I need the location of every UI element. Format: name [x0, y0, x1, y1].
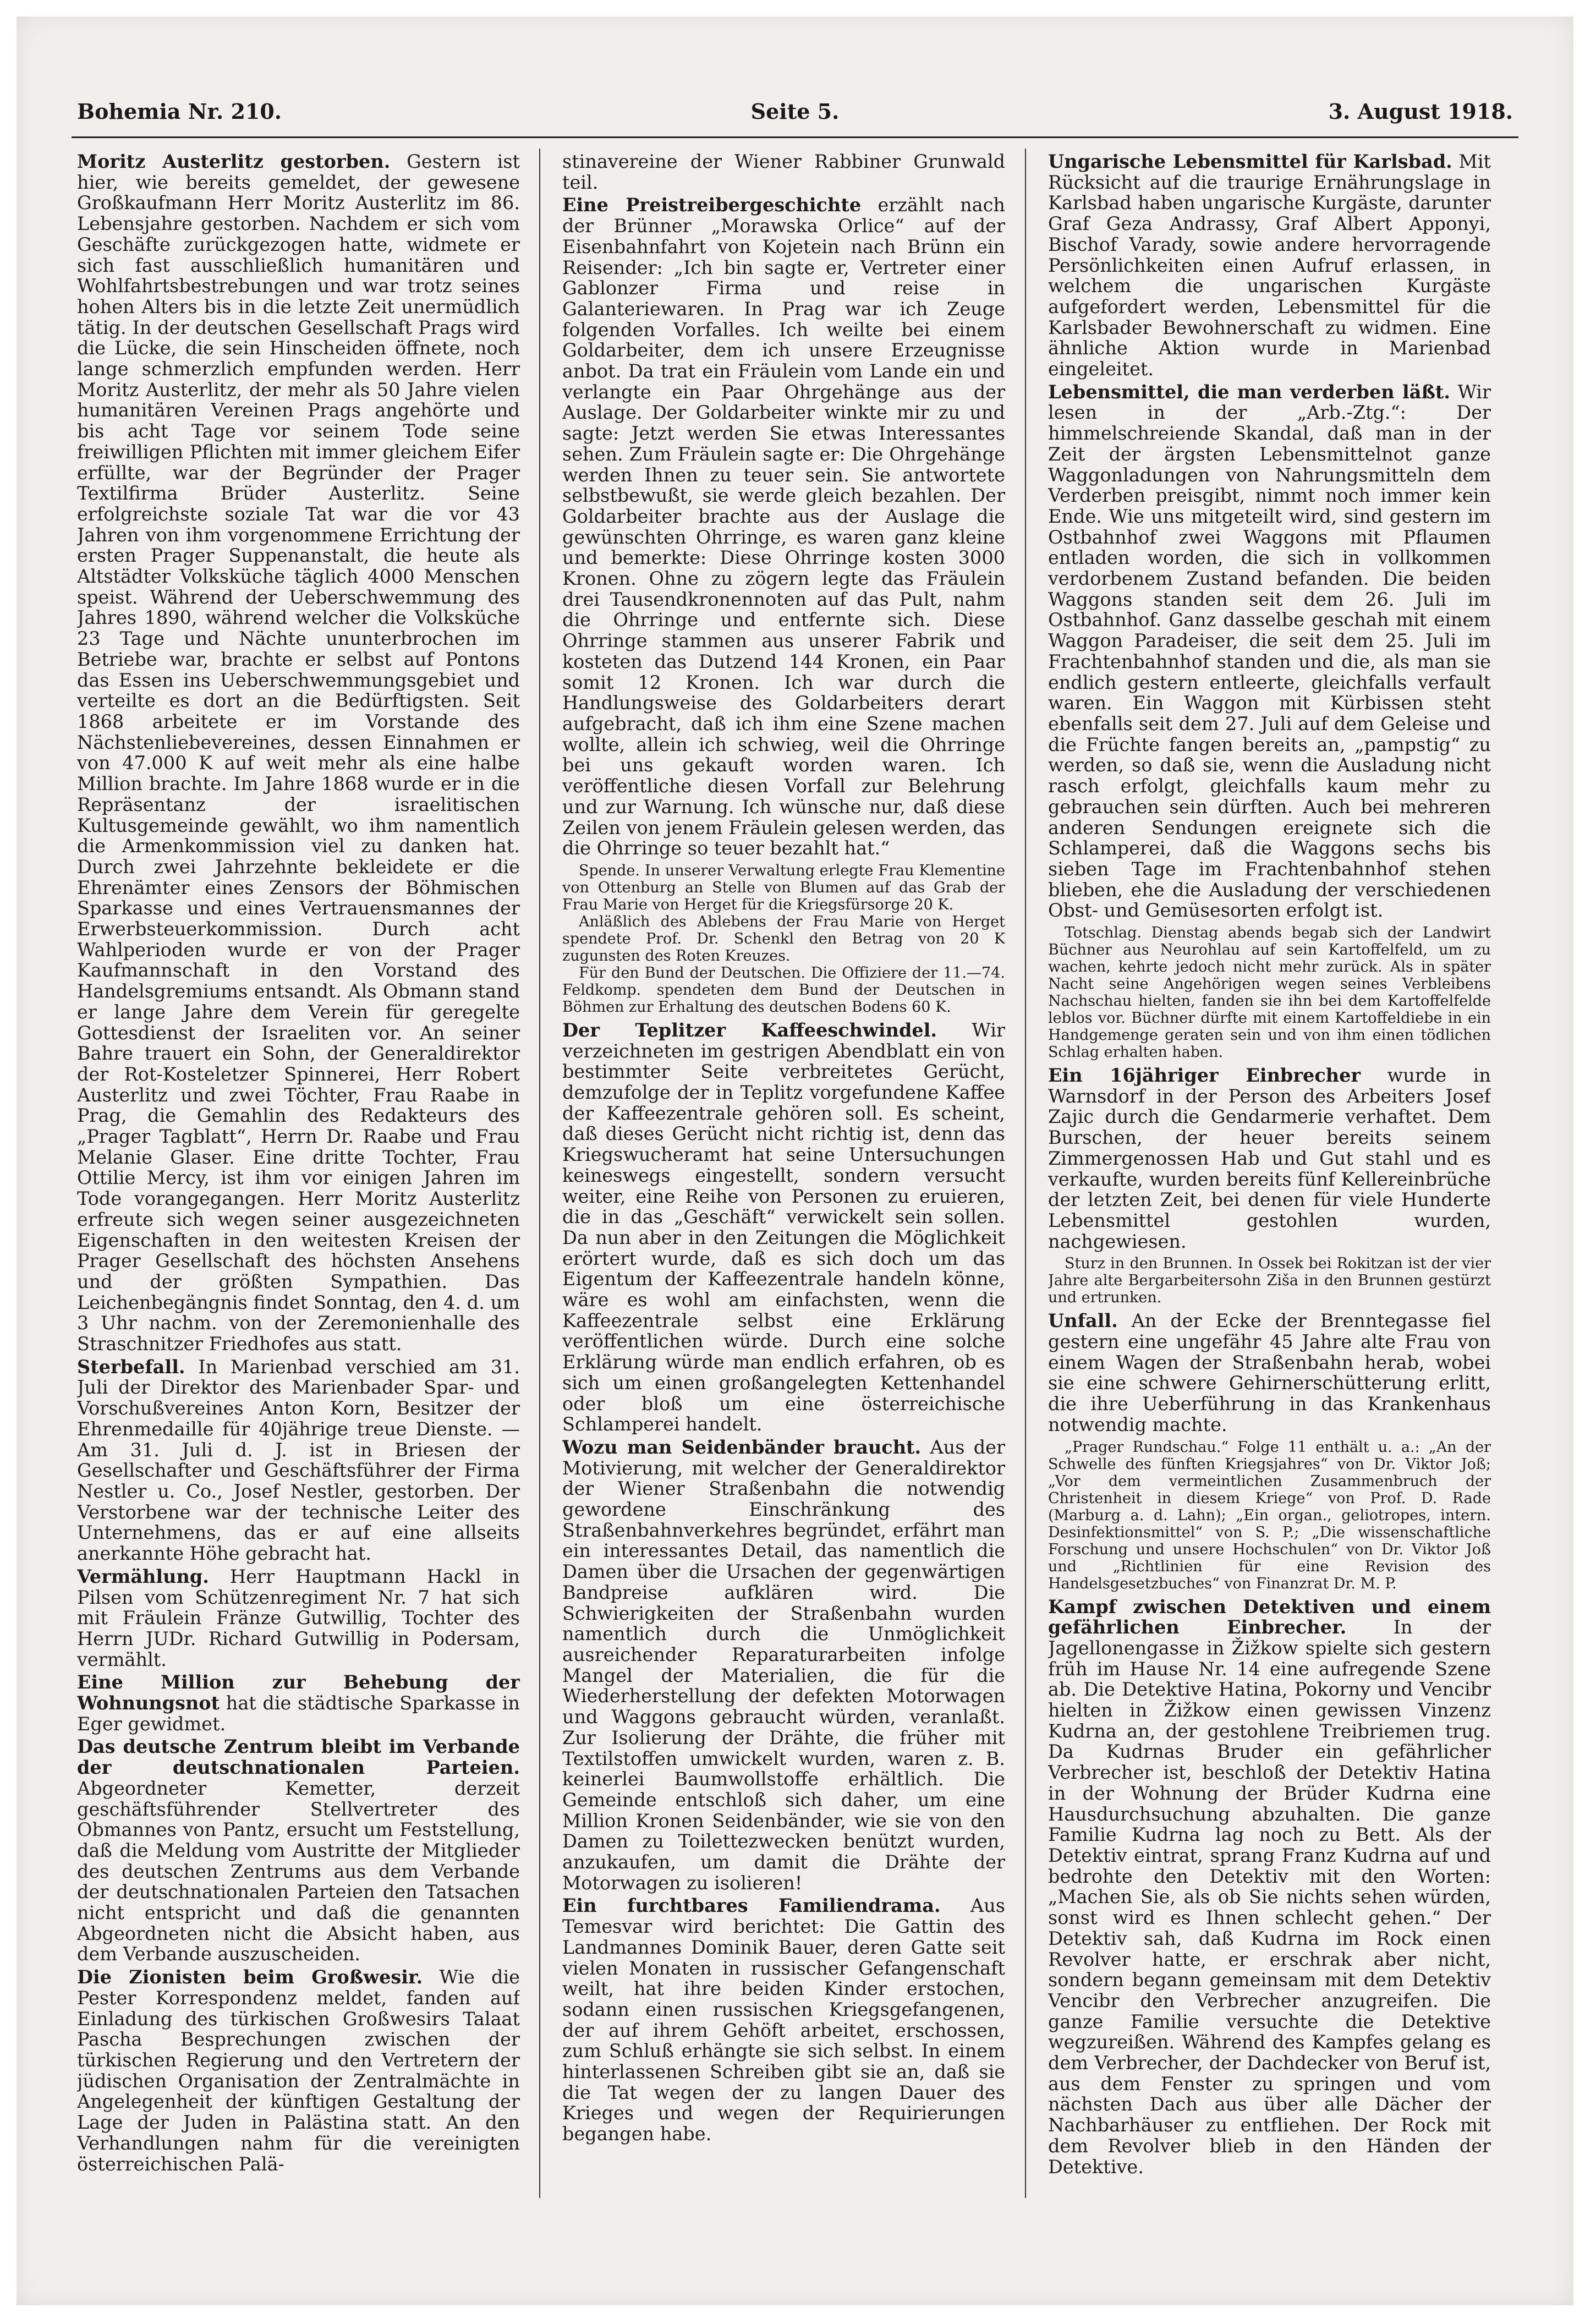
article-body: Aus Temesvar wird berichtet: Die Gattin des Landmannes Dominik Bauer, deren Gatte seit vielen Monaten in russischer Gefangenschaft weilt, hat ihre beiden Kinder erstochen, sodann einen russischen Kriegsgefangenen, der auf ihrem Gehöft arbeitet, erschossen, zum Schluß erhängte sie sich selbst. In einem hinterlassenen Schreiben gibt sie an, daß sie die Tat wegen der zu langen Dauer des Krieges und wegen der Requirierungen begangen habe. [562, 1895, 1005, 2145]
article-body: Wie die Pester Korrespondenz meldet, fanden auf Einladung des türkischen Großwesirs Talaat Pascha Besprechungen zwischen der türkischen Regierung und den Vertretern der jüdischen Organisation der Zentralmächte in Angelegenheit der künftigen Gestaltung der Lage der Juden in Palästina statt. An den Verhandlungen nahm für die vereinigten österreichischen Palä- [77, 1966, 520, 2175]
article-title: Der Teplitzer Kaffeeschwindel. [562, 1019, 937, 1041]
article-body: Herr Hauptmann Hackl in Pilsen vom Schützenregiment Nr. 7 hat sich mit Fräulein Fränze Gutwillig, Tochter des Herrn JUDr. Richard Gutwillig in Podersam, vermählt. [77, 1565, 520, 1670]
article-sterbefall [77, 1357, 520, 1564]
article-title: Ein furchtbares Familiendrama. [562, 1895, 941, 1917]
article-title: Vermählung. [77, 1565, 209, 1587]
column-divider-2 [1025, 149, 1026, 2198]
article-zentrum [77, 1736, 520, 1965]
article-body: Gestern ist hier, wie bereits gemeldet, der gewesene Großkaufmann Herr Moritz Austerlitz im 86. Lebensjahre gestorben. Nachdem er sich vom Geschäfte zurückgezogen hatte, widmete er sich fast ausschließlich humanitären und Wohlfahrtsbestrebungen und war trotz seines hohen Alters bis in die letzte Zeit unermüdlich tätig. In der deutschen Gesellschaft Prags wird die Lücke, die sein Hinscheiden öffnete, noch lange schmerzlich empfunden werden. Herr Moritz Austerlitz, der mehr als 50 Jahre vielen humanitären Vereinen Prags angehörte und bis acht Tage vor seinem Tode seine freiwilligen Pflichten mit immer gleichem Eifer erfüllte, war der Begründer der Prager Textilfirma Brüder Austerlitz. Seine erfolgreichste soziale Tat war die vor 43 Jahren von ihm vorgenommene Errichtung der ersten Prager Suppenanstalt, die heute als Altstädter Volksküche täglich 4000 Menschen speist. Während der Ueberschwemmung des Jahres 1890, während welcher die Volksküche 23 Tage und Nächte ununterbrochen im Betriebe war, brachte er selbst auf Pontons das Essen ins Ueberschwemmungsgebiet und verteilte es dort an die Bedürftigsten. Seit 1868 arbeitete er im Vorstande des Nächstenliebevereines, dessen Einnahmen er von 47.000 K auf weit mehr als eine halbe Million brachte. Im Jahre 1868 wurde er in die Repräsentanz der israelitischen Kultusgemeinde gewählt, wo ihm namentlich die Armenkommission viel zu danken hat. Durch zwei Jahrzehnte bekleidete er die Ehrenämter eines Zensors der Böhmischen Sparkasse und eines Vertrauensmannes der Erwerbsteuerkommission. Durch acht Wahlperioden wurde er von der Prager Kaufmannschaft in den Vorstand des Handelsgremiums entsandt. Als Obmann stand er lange Jahre dem Verein für geregelte Gottesdienst der Israeliten vor. An seiner Bahre trauert ein Sohn, der Generaldirektor der Rot-Kosteletzer Spinnerei, Herr Robert Austerlitz und zwei Töchter, Frau Raabe in Prag, die Gemahlin des Redakteurs des „Prager Tagblatt“, Herrn Dr. Raabe und Frau Melanie Glaser. Eine dritte Tochter, Frau Ottilie Mercy, ist ihm vor einigen Jahren im Tode vorangegangen. Herr Moritz Austerlitz erfreute sich wegen seiner ausgezeichneten Eigenschaften in den weitesten Kreisen der Prager Gesellschaft des höchsten Ansehens und der größten Sympathien. Das Leichenbegängnis findet Sonntag, den 4. d. um 3 Uhr nachm. von der Zeremonienhalle des Straschnitzer Friedhofes aus statt. [77, 151, 520, 1355]
article-body: In der Jagellonengasse in Žižkow spielte sich gestern früh im Hause Nr. 14 eine aufregende Szene ab. Die Detektive Hatina, Pokorny und Vencibr hielten in Žižkow einen gewissen Vinzenz Kudrna an, der gestohlene Treibriemen trug. Da Kudrnas Bruder ein gefährlicher Verbrecher ist, beschloß der Detektiv Hatina in der Wohnung der Brüder Kudrna eine Hausdurchsuchung abzuhalten. Die ganze Familie Kudrna lag noch zu Bett. Als der Detektiv eintrat, sprang Franz Kudrna auf und bedrohte den Detektiv mit den Worten: „Machen Sie, als ob Sie nichts sehen würden, sonst wird es Ihnen schlecht gehen.“ Der Detektiv sah, daß Kudrna im Rock einen Revolver hatte, er erschrak aber nicht, sondern begann gemeinsam mit dem Detektiv Vencibr den Verbrecher anzugreifen. Die ganze Familie versuchte die Detektive wegzureißen. Während des Kampfes gelang es dem Verbrecher, der Dachdecker von Beruf ist, aus dem Fenster zu springen und vom nächsten Dach aus über alle Dächer der Nachbarhäuser zu entfliehen. Der Rock mit dem Revolver blieb in den Händen der Detektive. [1048, 1616, 1491, 2178]
notice-item: Für den Bund der Deutschen. Die Offiziere der 11.—74. Feldkomp. spendeten dem Bund der Deutschen in Böhmen zur Erhaltung des deutschen Bodens 60 K. [562, 964, 1005, 1016]
article-title: Das deutsche Zentrum bleibt im Verbande der deutschnationalen Parteien. [77, 1736, 520, 1779]
article-lebensmittel-verderben [1048, 382, 1491, 921]
article-body: Wir verzeichneten im gestrigen Abendblatt ein von bestimmter Seite verbreitetes Gerücht, demzufolge der in Teplitz vorgefundene Kaffee der Kaffeezentrale gehören soll. Es scheint, daß dieses Gerücht nicht richtig ist, denn das Kriegswucheramt hat seine Untersuchungen keineswegs eingestellt, sondern versucht weiter, eine Reihe von Personen zu eruieren, die in das „Geschäft“ verwickelt sein sollen. Da nun aber in den Zeitungen die Möglichkeit erörtert wurde, daß es sich doch um das Eigentum der Kaffeezentrale handeln könne, wäre es wohl am einfachsten, wenn die Kaffeezentrale selbst eine Erklärung veröffentlichen würde. Durch eine solche Erklärung würde man endlich erfahren, ob es sich um einen großangelegten Kettenhandel oder bloß um eine österreichische Schlamperei handelt. [562, 1019, 1005, 1435]
article-body: wurde in Warnsdorf in der Person des Arbeiters Josef Zajic durch die Gendarmerie verhaftet. Dem Burschen, der heuer bereits seinem Zimmergenossen Hab und Gut stahl und es verkaufte, wurden bereits fünf Kellereinbrüche der letzten Zeit, bei denen für viele Hunderte Lebensmittel gestohlen wurden, nachgewiesen. [1048, 1065, 1491, 1252]
article-seidenbaender [562, 1437, 1005, 1893]
article-title: Wozu man Seidenbänder braucht. [562, 1436, 922, 1458]
page-header [77, 99, 1513, 132]
article-vermaehlung [77, 1566, 520, 1670]
article-einbrecher [1048, 1065, 1491, 1252]
notices-spenden [562, 862, 1005, 1016]
masthead-issue: Bohemia Nr. 210. [77, 99, 282, 124]
article-zionisten [77, 1967, 520, 2174]
article-familiendrama [562, 1895, 1005, 2144]
notice-brunnen [1048, 1255, 1491, 1306]
article-detektive [1048, 1597, 1491, 2178]
header-rule [72, 136, 1518, 138]
article-body: In Marienbad verschied am 31. Juli der Direktor des Marienbader Spar- und Vorschußvereines Anton Korn, Besitzer der Ehrenmedaille für 40jährige treue Dienste. — Am 31. Juli d. J. ist in Briesen der Gesellschafter und Geschäftsführer der Firma Nestler u. Co., Josef Nestler, gestorben. Der Verstorbene war der technische Leiter des Unternehmens, das er auf eine allseits anerkannte Höhe gebracht hat. [77, 1356, 520, 1565]
notice-item: „Prager Rundschau.“ Folge 11 enthält u. a.: „An der Schwelle des fünften Kriegsjahres“ von Dr. Viktor Joß; „Vor dem vermeintlichen Zusammenbruch der Christenheit in diesem Kriege“ von Prof. D. Rade (Marburg a. d. Lahn); „Ein organ., geliotropes, intern. Desinfektionsmittel“ von S. P.; „Die wissenschaftliche Forschung und unsere Hochschulen“ von Dr. Viktor Joß und „Richtlinien für eine Revision des Handelsgesetzbuches“ von Finanzrat Dr. M. P. [1048, 1438, 1491, 1592]
article-body: hat die städtische Sparkasse in Eger gewidmet. [77, 1692, 520, 1735]
newspaper-page [17, 17, 1573, 2305]
article-body: Wir lesen in der „Arb.-Ztg.“: Der himmelschreiende Skandal, daß man in der Zeit der ärgsten Lebensmittelnot ganze Waggonladungen von Nahrungsmitteln dem Verderben preisgibt, nimmt noch immer kein Ende. Wie uns mitgeteilt wird, sind gestern im Ostbahnhof zwei Waggons mit Pflaumen entladen worden, die sich in vollkommen verdorbenem Zustand befanden. Die beiden Waggons standen seit dem 26. Juli im Ostbahnhof. Ganz dasselbe geschah mit einem Waggon Paradeiser, die seit dem 25. Juli im Frachtenbahnhof standen und die, als man sie endlich gestern entleerte, gleichfalls verfault waren. Ein Waggon mit Kürbissen steht ebenfalls seit dem 27. Juli auf dem Geleise und die Früchte fangen bereits an, „pampstig“ zu werden, so daß sie, wenn die Ausladung nicht rasch erfolgt, gleichfalls kaum mehr zu gebrauchen sein dürften. Auch bei mehreren anderen Sendungen ereignete sich die Schlamperei, daß die Waggons sechs bis sieben Tage im Frachtenbahnhof stehen blieben, ehe die Ausladung der verschiedenen Obst- und Gemüsesorten erfolgt ist. [1048, 381, 1491, 922]
article-title: Die Zionisten beim Großwesir. [77, 1966, 423, 1988]
article-title: Moritz Austerlitz gestorben. [77, 151, 391, 172]
column-2 [562, 151, 1005, 2195]
article-unfall [1048, 1311, 1491, 1435]
article-body: Mit Rücksicht auf die traurige Ernährungslage in Karlsbad haben ungarische Kurgäste, darunter Graf Geza Andrassy, Graf Albert Apponyi, Bischof Varady, sowie andere hervorragende Persönlichkeiten einen Aufruf erlassen, in welchem die ungarischen Kurgäste aufgefordert werden, Lebensmittel für die Karlsbader Bewohnerschaft zu widmen. Eine ähnliche Aktion wurde in Marienbad eingeleitet. [1048, 151, 1491, 380]
issue-date: 3. August 1918. [1328, 99, 1513, 124]
article-title: Eine Million zur Behebung der Wohnungsnot [77, 1671, 520, 1714]
column-3 [1048, 151, 1491, 2195]
notice-rundschau [1048, 1439, 1491, 1592]
page-number: Seite 5. [750, 99, 840, 124]
article-body: Abgeordneter Kemetter, derzeit geschäftsführender Stellvertreter des Obmannes von Pantz, ersucht um Feststellung, daß die Meldung vom Austritte der Mitglieder des deutschen Zentrums aus dem Verbande der deutschnationalen Parteien den Tatsachen nicht entspricht und daß die genannten Abgeordneten nicht die Absicht haben, aus dem Verbande auszuscheiden. [77, 1777, 520, 1965]
notice-item: Sturz in den Brunnen. In Ossek bei Rokitzan ist der vier Jahre alte Bergarbeitersohn Ziša in den Brunnen gestürzt und ertrunken. [1048, 1255, 1491, 1307]
article-title: Kampf zwischen Detektiven und einem gefährlichen Einbrecher. [1048, 1596, 1491, 1638]
article-kaffeeschwindel [562, 1020, 1005, 1435]
article-title: Lebensmittel, die man verderben läßt. [1048, 381, 1451, 403]
article-zionisten-continued [562, 151, 1005, 193]
notice-item: Anläßlich des Ablebens der Frau Marie von Herget spendete Prof. Dr. Schenkl den Betrag von 20 K zugunsten des Roten Kreuzes. [562, 913, 1005, 964]
article-title: Sterbefall. [77, 1356, 185, 1378]
article-body: erzählt nach der Brünner „Morawska Orlice“ auf der Eisenbahnfahrt von Kojetein nach Brünn ein Reisender: „Ich bin sagte er, Vertreter einer Gablonzer Firma und reise in Galanteriewaren. In Prag war ich Zeuge folgenden Vorfalles. Ich weilte bei einem Goldarbeiter, dem ich unsere Erzeugnisse anbot. Da trat ein Fräulein vom Lande ein und verlangte ein Paar Ohrgehänge aus der Auslage. Der Goldarbeiter winkte mir zu und sagte: Jetzt werden Sie etwas Interessantes sehen. Zum Fräulein sagte er: Die Ohrgehänge werden Ihnen zu teuer sein. Sie antwortete selbstbewußt, sie werde gleich bezahlen. Der Goldarbeiter brachte aus der Auslage die gewünschten Ohrringe, es waren ganz kleine und bemerkte: Diese Ohrringe kosten 3000 Kronen. Ohne zu zögern legte das Fräulein drei Tausendkronennoten auf das Pult, nahm die Ohrringe und entfernte sich. Diese Ohrringe stammen aus unserer Fabrik und kosteten das Dutzend 144 Kronen, ein Paar somit 12 Kronen. Ich war durch die Handlungsweise des Goldarbeiters derart aufgebracht, daß ich ihm eine Szene machen wollte, allein ich schwieg, weil die Ohrringe bei uns gekauft worden waren. Ich veröffentliche diesen Vorfall zur Belehrung und zur Warnung. Ich wünsche nur, daß diese Zeilen von jenem Fräulein gelesen werden, das die Ohrringe so teuer bezahlt hat.“ [562, 194, 1005, 859]
article-wohnungsnot [77, 1672, 520, 1734]
article-title: Eine Preistreibergeschichte [562, 194, 862, 216]
notice-totschlag [1048, 924, 1491, 1061]
article-preistreiber [562, 195, 1005, 859]
column-1 [77, 151, 520, 2195]
article-body: stinavereine der Wiener Rabbiner Grunwald teil. [562, 151, 1005, 193]
article-body: An der Ecke der Brenntegasse fiel gestern eine ungefähr 45 Jahre alte Frau von einem Wagen der Straßenbahn herab, wobei sie eine schwere Gehirnerschütterung erlitt, die ihre Ueberführung in das Krankenhaus notwendig machte. [1048, 1310, 1491, 1435]
article-title: Ein 16jähriger Einbrecher [1048, 1065, 1361, 1087]
column-divider-1 [539, 149, 540, 2198]
notice-item: Spende. In unserer Verwaltung erlegte Frau Klementine von Ottenburg an Stelle von Blumen auf das Grab der Frau Marie von Herget für die Kriegsfürsorge 20 K. [562, 862, 1005, 913]
article-title: Ungarische Lebensmittel für Karlsbad. [1048, 151, 1452, 172]
article-austerlitz [77, 151, 520, 1355]
article-body: Aus der Motivierung, mit welcher der Generaldirektor der Wiener Straßenbahn die notwendig gewordene Einschränkung des Straßenbahnverkehres begründet, erfährt man ein interessantes Detail, das namentlich die Damen über die Ursachen der gegenwärtigen Bandpreise aufklären wird. Die Schwierigkeiten der Straßenbahn wurden namentlich durch die Unmöglichkeit ausreichender Reparaturarbeiten infolge Mangel der Materialien, die für die Wiederherstellung der defekten Motorwagen und Waggons gebraucht würden, veranlaßt. Zur Isolierung der Drähte, die früher mit Textilstoffen umwickelt wurden, waren z. B. keinerlei Baumwollstoffe erhältlich. Die Gemeinde entschloß sich daher, um eine Million Kronen Seidenbänder, wie sie von den Damen zu Toilettezwecken benützt wurden, anzukaufen, um damit die Drähte der Motorwagen zu isolieren! [562, 1436, 1005, 1894]
notice-item: Totschlag. Dienstag abends begab sich der Landwirt Büchner aus Neurohlau auf sein Kartoffelfeld, um zu wachen, kehrte jedoch nicht mehr zurück. Als in später Nacht seine Angehörigen wegen seines Verbleibens Nachschau hielten, fanden sie ihn bei dem Kartoffelfelde leblos vor. Büchner dürfte mit einem Kartoffeldiebe in ein Handgemenge geraten sein und von ihm einen tödlichen Schlag erhalten haben. [1048, 924, 1491, 1061]
article-title: Unfall. [1048, 1310, 1118, 1332]
article-karlsbad [1048, 151, 1491, 380]
